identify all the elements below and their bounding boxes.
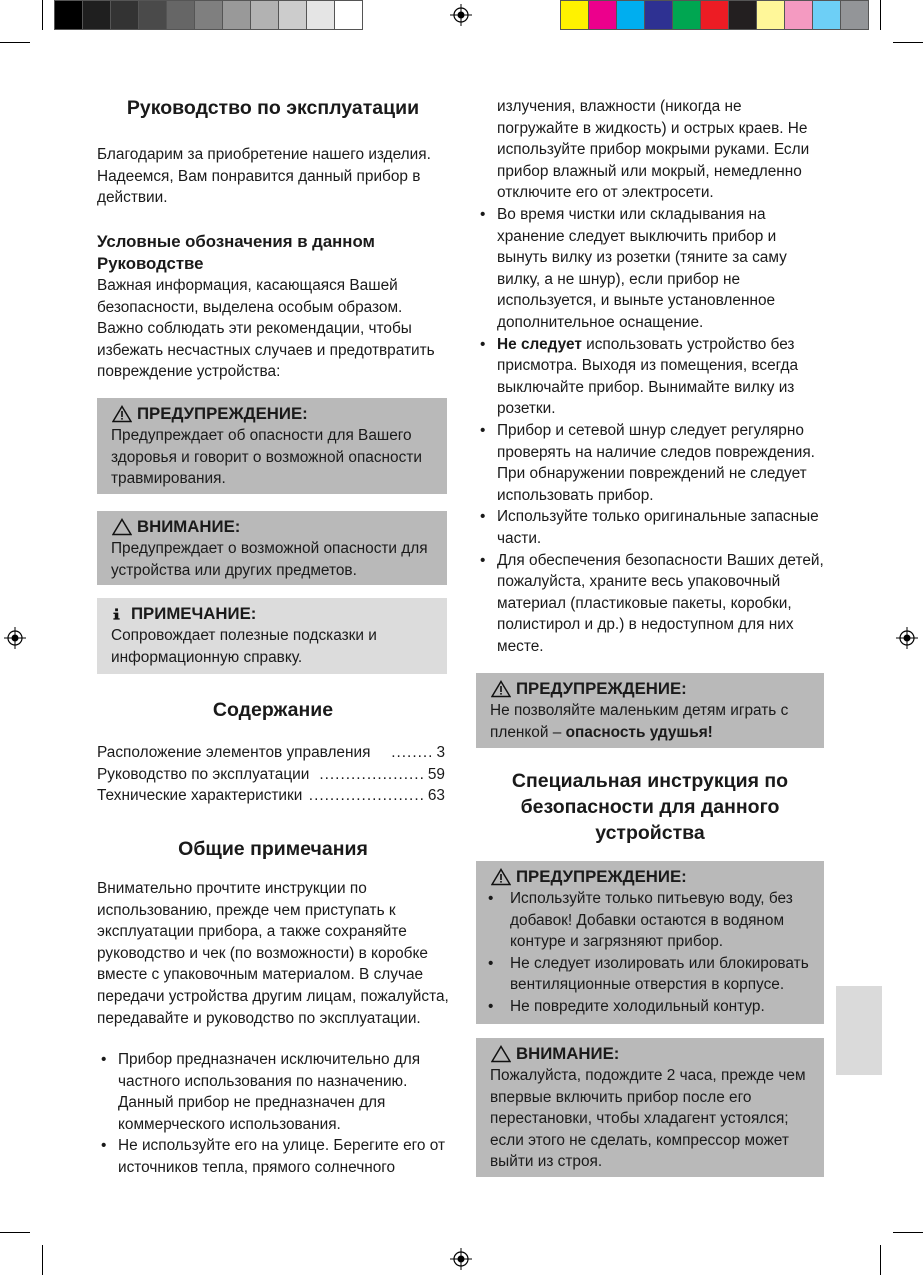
process-color-strip <box>561 0 869 30</box>
color-swatch <box>644 0 673 30</box>
list-item: • Прибор предназначен исключительно для частного использования по назначению. Данный прибор не предназначен для коммерческого использования. <box>97 1049 449 1135</box>
crop-mark <box>0 1232 30 1233</box>
toc-entry[interactable]: Руководство по эксплуатации .................... 59 <box>97 765 445 783</box>
crop-mark <box>893 42 923 43</box>
table-of-contents <box>97 742 445 807</box>
list-item: • Не используйте его на улице. Берегите его от источников тепла, прямого солнечного <box>97 1135 449 1178</box>
child-warning-box <box>476 673 824 748</box>
symbols-heading: Условные обозначения в данном Руководстве <box>97 232 375 273</box>
appliance-warning-list <box>476 888 824 1018</box>
registration-mark-icon <box>4 627 26 649</box>
color-swatch <box>588 0 617 30</box>
color-swatch <box>334 0 363 30</box>
list-item: • Не следует изолировать или блокировать вентиляционные отверстия в корпусе. <box>484 953 824 996</box>
general-notes-title: Общие примечания <box>178 838 368 860</box>
color-swatch <box>616 0 645 30</box>
caution-triangle-icon <box>491 1045 511 1063</box>
color-swatch <box>222 0 251 30</box>
color-swatch <box>194 0 223 30</box>
list-item: • Используйте только оригинальные запасные части. <box>476 506 826 549</box>
color-swatch <box>560 0 589 30</box>
attention-legend-text: Предупреждает о возможной опасности для устройства или других предметов. <box>111 540 428 579</box>
language-side-tab <box>836 986 882 1075</box>
appliance-warning-box <box>476 861 824 1024</box>
contents-title: Содержание <box>212 699 334 721</box>
color-swatch <box>700 0 729 30</box>
toc-entry[interactable]: Расположение элементов управления ........ 3 <box>97 744 445 761</box>
warning-triangle-icon <box>491 868 511 886</box>
special-safety-title: Специальная инструкция по безопасности для данного устройства <box>511 770 789 844</box>
safety-list <box>476 204 826 657</box>
color-swatch <box>110 0 139 30</box>
compressor-attention-title: ВНИМАНИЕ: <box>516 1044 620 1063</box>
intro-text: Благодарим за приобретение нашего изделия. Надеемся, Вам понравится данный прибор в действии. <box>97 146 431 207</box>
note-legend-text: Сопровождает полезные подсказки и информационную справку. <box>111 627 377 666</box>
continuation-text: излучения, влажности (никогда не погружайте в жидкость) и острых краев. Не используйте прибор мокрыми руками. Если прибор влажный или мокрый, немедленно отключите его от электросети. <box>497 98 810 202</box>
list-item: • Не повредите холодильный контур. <box>484 996 824 1018</box>
color-swatch <box>166 0 195 30</box>
color-swatch <box>306 0 335 30</box>
crop-mark <box>880 0 881 30</box>
color-swatch <box>250 0 279 30</box>
color-swatch <box>672 0 701 30</box>
note-legend-title: ПРИМЕЧАНИЕ: <box>131 604 257 623</box>
warning-triangle-icon <box>112 405 132 423</box>
color-swatch <box>728 0 757 30</box>
child-warning-title: ПРЕДУПРЕЖДЕНИЕ: <box>516 679 687 698</box>
color-swatch <box>812 0 841 30</box>
color-swatch <box>756 0 785 30</box>
compressor-attention-text: Пожалуйста, подождите 2 часа, прежде чем впервые включить прибор после его перестановки, чтобы хладагент устоялся; если этого не сделать, компрессор может выйти из строя. <box>490 1067 806 1171</box>
registration-mark-icon <box>450 1248 472 1270</box>
note-legend-box <box>97 598 447 674</box>
warning-legend-text: Предупреждает об опасности для Вашего здоровья и говорит о возможной опасности травмирования. <box>111 427 422 488</box>
list-item: • Не следует использовать устройство без присмотра. Выходя из помещения, всегда выключайте прибор. Вынимайте вилку из розетки. <box>476 334 826 420</box>
registration-mark-icon <box>450 4 472 26</box>
color-swatch <box>82 0 111 30</box>
warning-triangle-icon <box>491 680 511 698</box>
toc-entry[interactable]: Технические характеристики ...................... 63 <box>97 787 445 805</box>
attention-legend-box <box>97 511 447 585</box>
attention-legend-title: ВНИМАНИЕ: <box>137 517 241 536</box>
list-item: • Для обеспечения безопасности Ваших детей, пожалуйста, храните весь упаковочный материал (пластиковые пакеты, коробки, полистирол и др.) в недоступном для них месте. <box>476 550 826 658</box>
list-item: • Во время чистки или складывания на хранение следует выключить прибор и вынуть вилку из розетки (тяните за саму вилку, а не шнур), если прибор не используется, и выньте установленное дополнительное оснащение. <box>476 204 826 334</box>
general-notes-text: Внимательно прочтите инструкции по использованию, прежде чем приступать к эксплуатации прибора, а также сохраняйте руководство и чек (по возможности) в коробке вместе с упаковочным материалом. В случае передачи устройства другим лицам, пожалуйста, передавайте и руководство по эксплуатации. <box>97 880 449 1027</box>
general-notes-list <box>97 1049 449 1179</box>
child-warning-heading <box>476 678 824 700</box>
note-legend-heading <box>97 603 447 625</box>
crop-mark <box>880 1245 881 1275</box>
page-title: Руководство по эксплуатации <box>126 97 420 119</box>
gray-color-strip <box>55 0 363 30</box>
color-swatch <box>840 0 869 30</box>
color-swatch <box>138 0 167 30</box>
attention-legend-heading <box>97 516 447 538</box>
color-swatch <box>278 0 307 30</box>
color-swatch <box>784 0 813 30</box>
info-icon <box>112 605 126 623</box>
appliance-warning-heading <box>476 866 824 888</box>
crop-mark <box>42 0 43 30</box>
compressor-attention-heading <box>476 1043 824 1065</box>
warning-legend-title: ПРЕДУПРЕЖДЕНИЕ: <box>137 404 308 423</box>
caution-triangle-icon <box>112 518 132 536</box>
appliance-warning-title: ПРЕДУПРЕЖДЕНИЕ: <box>516 867 687 886</box>
color-swatch <box>54 0 83 30</box>
list-item: • Прибор и сетевой шнур следует регулярно проверять на наличие следов повреждения. При обнаружении повреждений не следует использовать прибор. <box>476 420 826 506</box>
warning-legend-box <box>97 398 447 494</box>
crop-mark <box>0 42 30 43</box>
child-warning-text: Не позволяйте маленьким детям играть с пленкой – опасность удушья! <box>490 702 789 741</box>
crop-mark <box>42 1245 43 1275</box>
registration-mark-icon <box>896 627 918 649</box>
list-item: • Используйте только питьевую воду, без добавок! Добавки остаются в водяном контуре и загрязняют прибор. <box>484 888 824 953</box>
compressor-attention-box <box>476 1038 824 1177</box>
symbols-text: Важная информация, касающаяся Вашей безопасности, выделена особым образом. Важно соблюдать эти рекомендации, чтобы избежать несчастных случаев и предотвратить повреждение устройства: <box>97 277 435 381</box>
warning-legend-heading <box>97 403 447 425</box>
crop-mark <box>893 1232 923 1233</box>
